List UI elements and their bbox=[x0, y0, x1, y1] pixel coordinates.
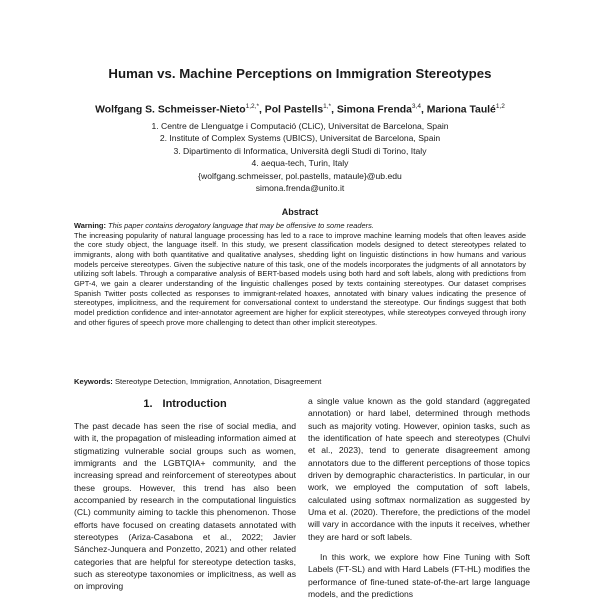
author-affil-marker: 1,2,* bbox=[245, 103, 259, 110]
affiliation-line: 1. Centre de Llenguatge i Computació (CLiC), Universitat de Barcelona, Spain bbox=[151, 121, 449, 131]
warning-text: This paper contains derogatory language that may be offensive to some readers. bbox=[108, 221, 374, 230]
intro-right-column bbox=[308, 395, 530, 601]
intro-paragraph: In this work, we explore how Fine Tuning with Soft Labels (FT-SL) and with Hard Labels (FT-HL) modifies the performance of fine-tuned state-of-the-art large language models, and the predictions bbox=[308, 552, 530, 600]
author-name: Wolfgang S. Schmeisser-Nieto bbox=[95, 104, 246, 116]
affiliation-line: 3. Dipartimento di Informatica, Università degli Studi di Torino, Italy bbox=[173, 145, 427, 156]
author-affil-marker: 1,2 bbox=[495, 103, 505, 110]
author-name: Pol Pastells bbox=[264, 104, 324, 116]
section-number: 1. bbox=[143, 398, 153, 410]
paper-title: Human vs. Machine Perceptions on Immigration Stereotypes bbox=[108, 66, 492, 81]
author-name: Mariona Taulé bbox=[426, 104, 496, 116]
abstract-body: The increasing popularity of natural language processing has led to a race to improve machine learning models that often leaves aside the core study object, the language itself. In this study, we present classification models designed to detect stereotypes related to immigrants, along with both quantitative and qualitative analyses, shedding light on linguistic distinctions in how humans and various models perceive stereotypes. Given the subjective nature of this task, one of the models incorporates the judgments of all annotators by utilizing soft labels. Through a comparative analysis of BERT-based models using both hard and soft labels, along with predictions from GPT-4, we gain a clearer understanding of the linguistic challenges posed by texts containing stereotypes. Our dataset comprises Spanish Twitter posts collected as responses to immigrant-related hoaxes, annotated with binary values indicating the presence of stereotypes, implicitness, and the requirement for conversational context to understand the stereotype. Our findings suggest that both model prediction confidence and inter-annotator agreement are higher for explicit stereotypes, while stereotypes conveyed through irony and other figures of speech prove more challenging to detect than other implicit stereotypes. bbox=[74, 230, 526, 327]
author-affil-marker: 3,4 bbox=[411, 103, 421, 110]
intro-paragraph: The past decade has seen the rise of social media, and with it, the propagation of misleading information aimed at stigmatizing vulnerable social groups such as women, immigrants and the LGBTQIA+ community, and the increasing spread and reinforcement of stereotypes about these groups. However, this trend has also been accompanied by research in the computational linguistics (CL) community aiming to tackle this phenomenon. Those efforts have focused on creating datasets annotated with stereotypes (Ariza-Casabona et al., 2022; Javier Sánchez-Junquera and Ponzetto, 2021) and other related categories that are helpful for stereotype detection tasks, such as stereotype taxonomies or implicitness, as well as on improving bbox=[74, 421, 296, 592]
keywords-list: Stereotype Detection, Immigration, Annotation, Disagreement bbox=[114, 377, 322, 386]
warning-note bbox=[74, 221, 526, 231]
author-list: Wolfgang S. Schmeisser-Nieto$^{1,2,*}$, Pol Pastells$^{1,*}$, Simona Frenda$^{3,4}$, Mariona Taulé$^{1,2}$ bbox=[95, 103, 505, 116]
abstract-heading: Abstract bbox=[281, 207, 319, 217]
email-line: simona.frenda@unito.it bbox=[255, 183, 345, 194]
email-line: {wolfgang.schmeisser, pol.pastells, mataule}@ub.edu bbox=[198, 170, 402, 181]
section-heading bbox=[74, 398, 296, 410]
author-name: Simona Frenda bbox=[336, 104, 412, 116]
author-affil-marker: 1,* bbox=[323, 103, 332, 110]
keywords-label: Keywords: bbox=[74, 377, 113, 386]
affiliation-line: 4. aequa-tech, Turin, Italy bbox=[251, 158, 349, 169]
intro-paragraph: a single value known as the gold standard (aggregated annotation) or hard label, determined through methods such as majority voting. However, opinion tasks, such as the identification of hate speech and stereotypes (Chulvi et al., 2023), tend to generate disagreement among annotators due to the different perceptions of those topics driven by demographic characteristics. In particular, in our work, we employed the computation of soft labels, calculated using softmax normalization as suggested by Uma et al. (2020). Therefore, the predictions of the model will vary in accordance with the inputs it receives, whether they are hard or soft labels. bbox=[308, 396, 530, 542]
affiliations bbox=[0, 120, 600, 194]
section-title: Introduction bbox=[162, 398, 227, 410]
warning-label: Warning: bbox=[74, 221, 106, 230]
intro-left-column bbox=[74, 420, 296, 593]
abstract bbox=[74, 221, 526, 327]
keywords bbox=[74, 377, 526, 386]
affiliation-line: 2. Institute of Complex Systems (UBICS), Universitat de Barcelona, Spain bbox=[159, 133, 441, 144]
